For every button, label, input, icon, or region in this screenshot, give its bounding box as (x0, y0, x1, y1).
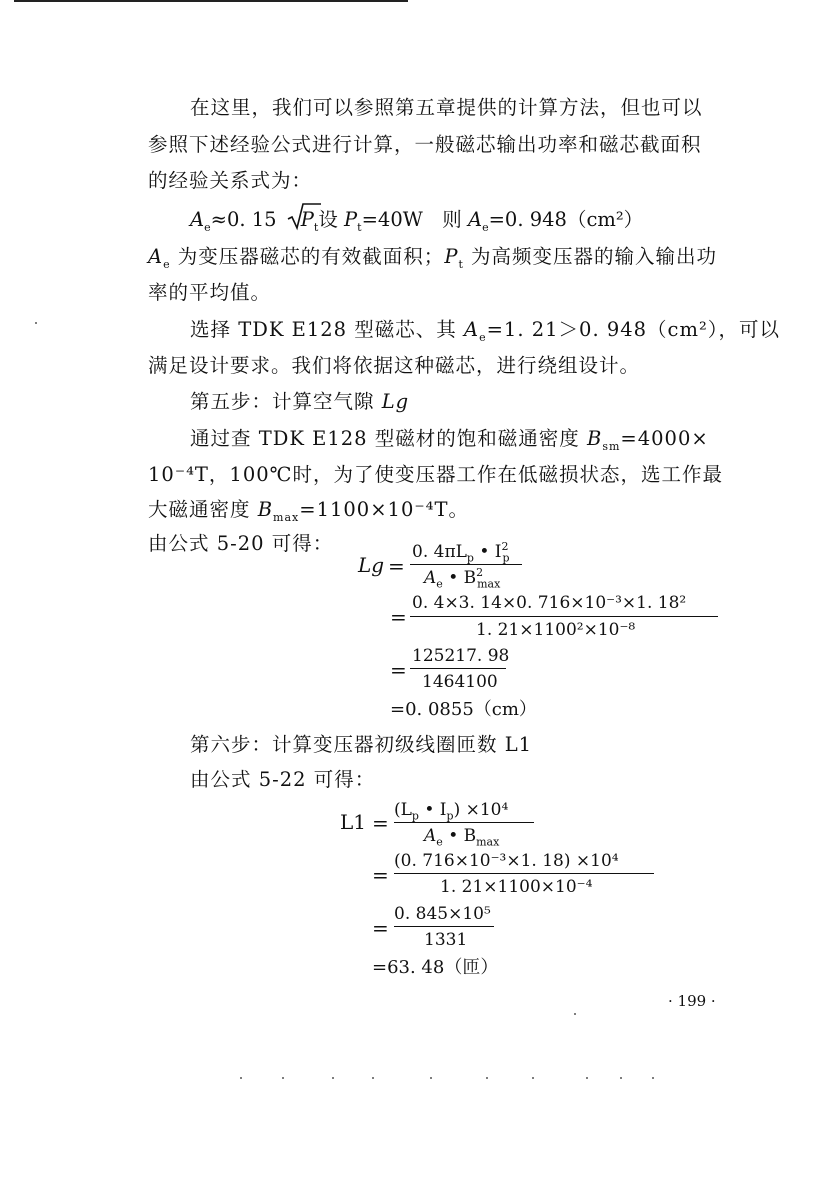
page-number: · 199 · (668, 992, 716, 1010)
lg-fraction-bar-3 (410, 668, 506, 669)
l1-fraction-bar-1 (394, 822, 534, 823)
paragraph-2-line-2: 率的平均值。 (148, 281, 272, 304)
lg-equals-2: = (390, 605, 407, 629)
scan-artifact-dot (486, 1077, 488, 1079)
formula-5-22-intro: 由公式 5-22 可得： (190, 768, 376, 791)
lg-fraction-bar-2 (410, 616, 718, 617)
paragraph-4-line-3: 大磁通密度 $B_{max}=1100\times 10^{-4}T$。 (148, 498, 469, 524)
scan-artifact-dot (282, 1077, 284, 1079)
l1-numerator-3: 0. 845×10⁵ (394, 904, 491, 924)
paragraph-3-line-1: 选择 TDK E128 型磁芯、其 $A_e=1$. 21＞0. 948（cm²），可以 (190, 318, 781, 344)
scan-artifact-dot (35, 322, 37, 324)
l1-denominator-1: $A_e$ • $B_{max}$ (424, 826, 500, 849)
scan-artifact-dot (574, 1013, 576, 1015)
scan-artifact-dot (652, 1077, 654, 1079)
paragraph-1-line-2: 参照下述经验公式进行计算，一般磁芯输出功率和磁芯截面积 (148, 133, 702, 156)
paragraph-4-line-1: 通过查 TDK E128 型磁材的饱和磁通密度 $B_{sm}=4000\times$ (190, 427, 709, 453)
formula-ae-symbol: A (190, 208, 205, 231)
scan-artifact-dot (620, 1077, 622, 1079)
l1-result: =63. 48（匝） (372, 957, 499, 978)
top-border-line (14, 0, 408, 2)
lg-result: =0. 0855（cm） (390, 699, 537, 720)
sqrt-expression: $P_t$ (287, 208, 319, 232)
scan-artifact-dot (372, 1077, 374, 1079)
lg-denominator-3: 1464100 (422, 672, 498, 692)
sqrt-symbol (287, 202, 321, 232)
formula-5-20-intro: 由公式 5-20 可得： (148, 532, 334, 555)
lg-denominator-2: 1. 21×1100²×10⁻⁸ (476, 620, 636, 640)
l1-lhs: L1 (340, 810, 367, 834)
lg-fraction-bar-1 (410, 564, 522, 565)
paragraph-3-line-2: 满足设计要求。我们将依据这种磁芯，进行绕组设计。 (148, 354, 641, 377)
lg-equals: = (388, 554, 405, 578)
scan-artifact-dot (586, 1077, 588, 1079)
paragraph-1-line-3: 的经验关系式为： (148, 169, 313, 192)
scan-artifact-dot (332, 1077, 334, 1079)
l1-equals-3: = (372, 916, 389, 940)
lg-equals-3: = (390, 658, 407, 682)
l1-equals: = (372, 811, 389, 835)
l1-numerator-1: ($L_p$ • $I_p) \times 10^4$ (394, 800, 509, 823)
lg-denominator-1: $A_e$ • $B^2_{max}$ (424, 566, 501, 591)
scan-artifact-dot (532, 1077, 534, 1079)
scan-artifact-dot (430, 1077, 432, 1079)
lg-lhs: Lg (358, 553, 385, 577)
l1-denominator-2: 1. 21×1100×10⁻⁴ (440, 877, 593, 897)
lg-numerator-1: 0. $4\pi L_p$ • $I^2_p$ (412, 540, 510, 565)
lg-numerator-2: 0. 4×3. 14×0. 716×10⁻³×1. 18² (412, 593, 687, 613)
lg-numerator-3: 125217. 98 (412, 646, 510, 666)
paragraph-1-line-1: 在这里，我们可以参照第五章提供的计算方法，但也可以 (190, 96, 703, 119)
step-6-heading: 第六步：计算变压器初级线圈匝数 L1 (190, 733, 533, 756)
l1-fraction-bar-2 (394, 873, 654, 874)
l1-equals-2: = (372, 863, 389, 887)
l1-numerator-2: (0. 716×10⁻³×1. 18) ×10⁴ (394, 851, 619, 871)
paragraph-2-line-1: $A_e$ 为变压器磁芯的有效截面积；$P_t$ 为高频变压器的输入输出功 (148, 245, 718, 271)
formula-ae-pt: $A_e\approx 0$. 15 $P_t$设 $P_t=40W$ 则 $A_e=0$. 948（cm²） (190, 208, 643, 232)
paragraph-4-line-2: 10⁻⁴T，100℃时，为了使变压器工作在低磁损状态，选工作最 (148, 463, 723, 486)
l1-denominator-3: 1331 (424, 930, 468, 950)
step-5-heading: 第五步：计算空气隙 Lg (190, 390, 410, 413)
l1-fraction-bar-3 (394, 926, 494, 927)
scan-artifact-dot (240, 1077, 242, 1079)
